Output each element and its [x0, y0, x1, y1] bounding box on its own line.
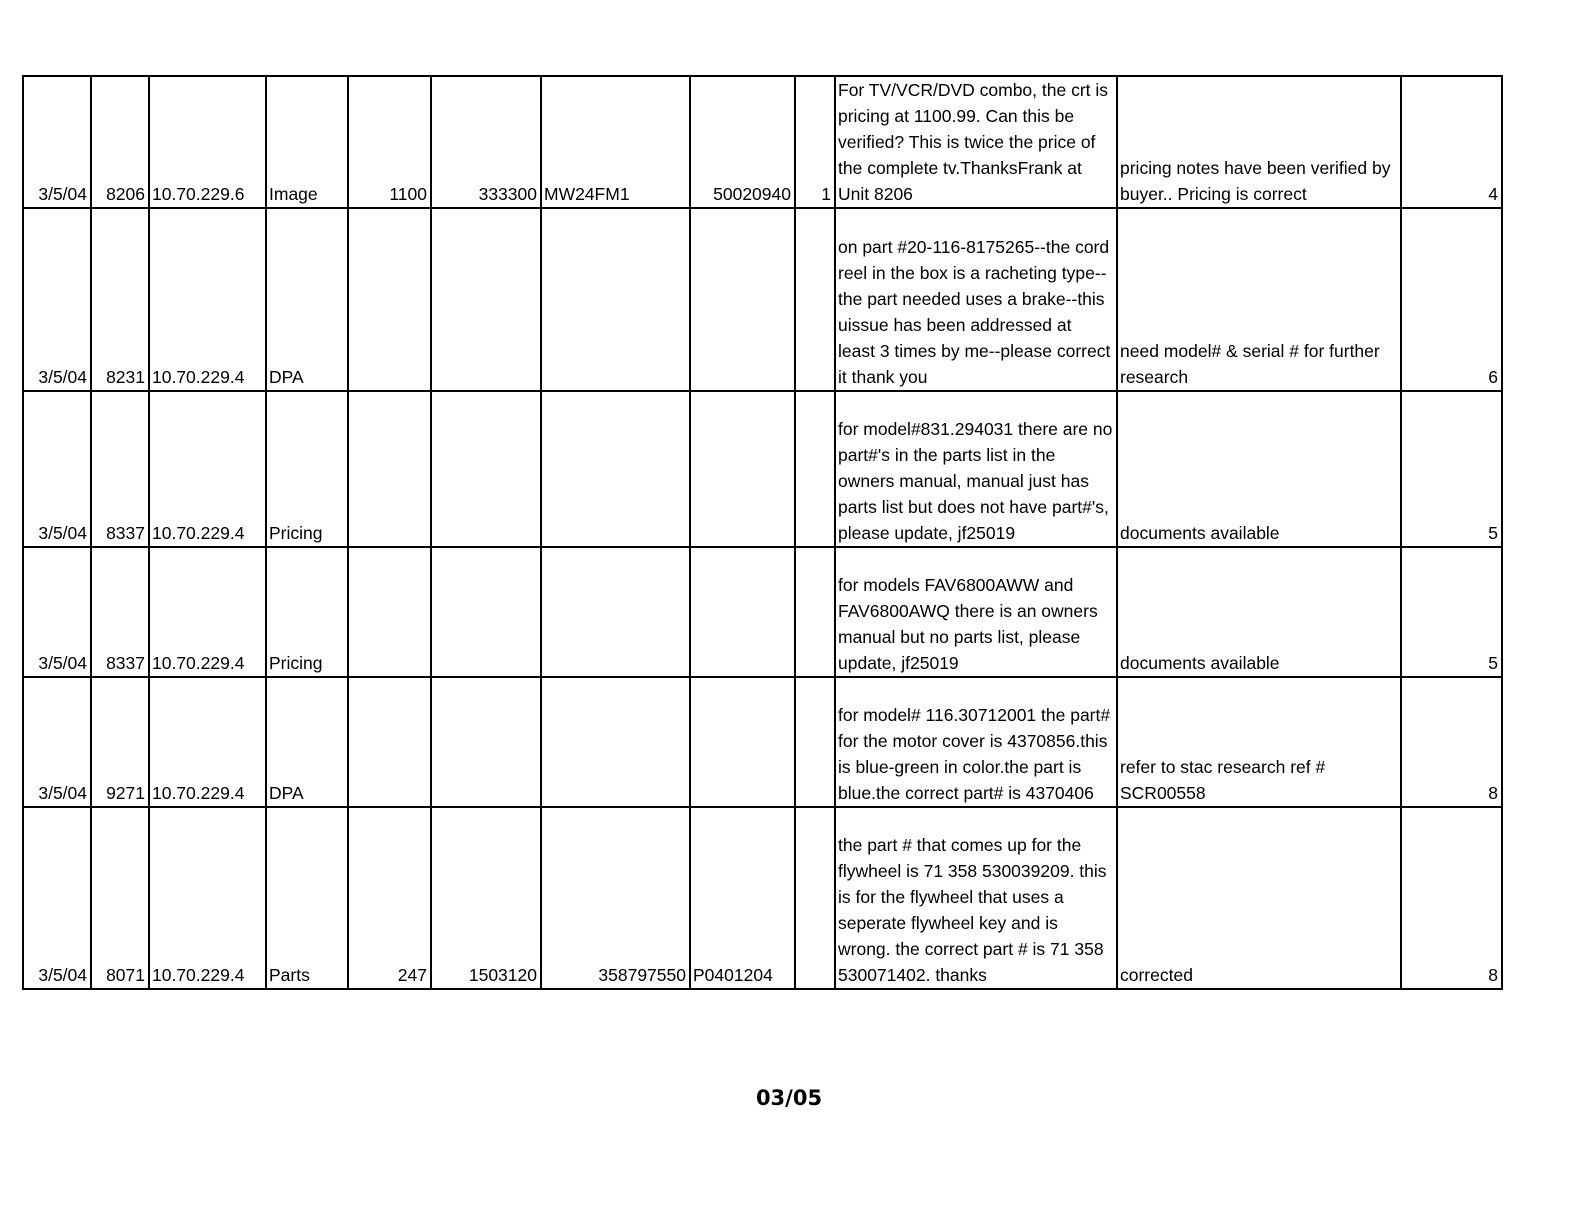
cell-col5	[348, 208, 431, 391]
cell-category: DPA	[266, 677, 348, 807]
cell-score: 4	[1401, 76, 1502, 208]
cell-comment: for model#831.294031 there are no part#'s in the parts list in the owners manual, manual just has parts list but does not have part#'s, please update, jf25019	[835, 391, 1117, 547]
cell-col9	[795, 208, 835, 391]
cell-comment: For TV/VCR/DVD combo, the crt is pricing at 1100.99. Can this be verified? This is twice the price of the complete tv.ThanksFrank at Unit 8206	[835, 76, 1117, 208]
cell-score: 6	[1401, 208, 1502, 391]
cell-ip: 10.70.229.4	[149, 547, 266, 677]
cell-col9	[795, 547, 835, 677]
table-row	[23, 208, 1502, 391]
cell-col7	[541, 677, 690, 807]
cell-score: 5	[1401, 547, 1502, 677]
cell-category: DPA	[266, 208, 348, 391]
cell-category: Image	[266, 76, 348, 208]
cell-response: need model# & serial # for further research	[1117, 208, 1401, 391]
cell-col8	[690, 677, 795, 807]
table-row	[23, 677, 1502, 807]
cell-col6: 1503120	[431, 807, 541, 989]
cell-ip: 10.70.229.4	[149, 807, 266, 989]
cell-response: documents available	[1117, 547, 1401, 677]
table-row	[23, 391, 1502, 547]
page-number: 03/05	[755, 1086, 823, 1110]
cell-date: 3/5/04	[23, 391, 91, 547]
cell-col7: 358797550	[541, 807, 690, 989]
cell-category: Parts	[266, 807, 348, 989]
cell-col9	[795, 677, 835, 807]
cell-col8	[690, 208, 795, 391]
cell-col5: 1100	[348, 76, 431, 208]
cell-category: Pricing	[266, 391, 348, 547]
cell-col8	[690, 391, 795, 547]
cell-ip: 10.70.229.4	[149, 208, 266, 391]
cell-unit: 8071	[91, 807, 149, 989]
cell-comment: on part #20-116-8175265--the cord reel in the box is a racheting type--the part needed uses a brake--this uissue has been addressed at least 3 times by me--please correct it thank you	[835, 208, 1117, 391]
cell-unit: 8337	[91, 391, 149, 547]
cell-response: corrected	[1117, 807, 1401, 989]
cell-date: 3/5/04	[23, 208, 91, 391]
cell-col6	[431, 677, 541, 807]
cell-response: documents available	[1117, 391, 1401, 547]
cell-col6: 333300	[431, 76, 541, 208]
cell-date: 3/5/04	[23, 807, 91, 989]
cell-col5	[348, 547, 431, 677]
cell-ip: 10.70.229.4	[149, 677, 266, 807]
cell-category: Pricing	[266, 547, 348, 677]
cell-unit: 8231	[91, 208, 149, 391]
cell-col6	[431, 208, 541, 391]
cell-unit: 8206	[91, 76, 149, 208]
cell-score: 8	[1401, 807, 1502, 989]
cell-comment: for model# 116.30712001 the part# for the motor cover is 4370856.this is blue-green in color.the part is blue.the correct part# is 4370406	[835, 677, 1117, 807]
cell-response: refer to stac research ref # SCR00558	[1117, 677, 1401, 807]
table-row	[23, 547, 1502, 677]
cell-date: 3/5/04	[23, 677, 91, 807]
cell-col6	[431, 391, 541, 547]
table-row	[23, 76, 1502, 208]
cell-score: 5	[1401, 391, 1502, 547]
cell-col9	[795, 807, 835, 989]
data-table	[22, 75, 1503, 990]
cell-unit: 9271	[91, 677, 149, 807]
cell-col8: 50020940	[690, 76, 795, 208]
cell-unit: 8337	[91, 547, 149, 677]
cell-col7	[541, 547, 690, 677]
cell-response: pricing notes have been verified by buyer.. Pricing is correct	[1117, 76, 1401, 208]
cell-score: 8	[1401, 677, 1502, 807]
cell-col8	[690, 547, 795, 677]
cell-col5: 247	[348, 807, 431, 989]
cell-comment: for models FAV6800AWW and FAV6800AWQ there is an owners manual but no parts list, please update, jf25019	[835, 547, 1117, 677]
cell-col9: 1	[795, 76, 835, 208]
cell-col8: P0401204	[690, 807, 795, 989]
cell-col7: MW24FM1	[541, 76, 690, 208]
cell-date: 3/5/04	[23, 76, 91, 208]
table-row	[23, 807, 1502, 989]
cell-ip: 10.70.229.4	[149, 391, 266, 547]
cell-comment: the part # that comes up for the flywheel is 71 358 530039209. this is for the flywheel that uses a seperate flywheel key and is wrong. the correct part # is 71 358 530071402. thanks	[835, 807, 1117, 989]
cell-col5	[348, 391, 431, 547]
cell-col7	[541, 208, 690, 391]
cell-col7	[541, 391, 690, 547]
cell-col6	[431, 547, 541, 677]
cell-ip: 10.70.229.6	[149, 76, 266, 208]
cell-col9	[795, 391, 835, 547]
cell-date: 3/5/04	[23, 547, 91, 677]
cell-col5	[348, 677, 431, 807]
